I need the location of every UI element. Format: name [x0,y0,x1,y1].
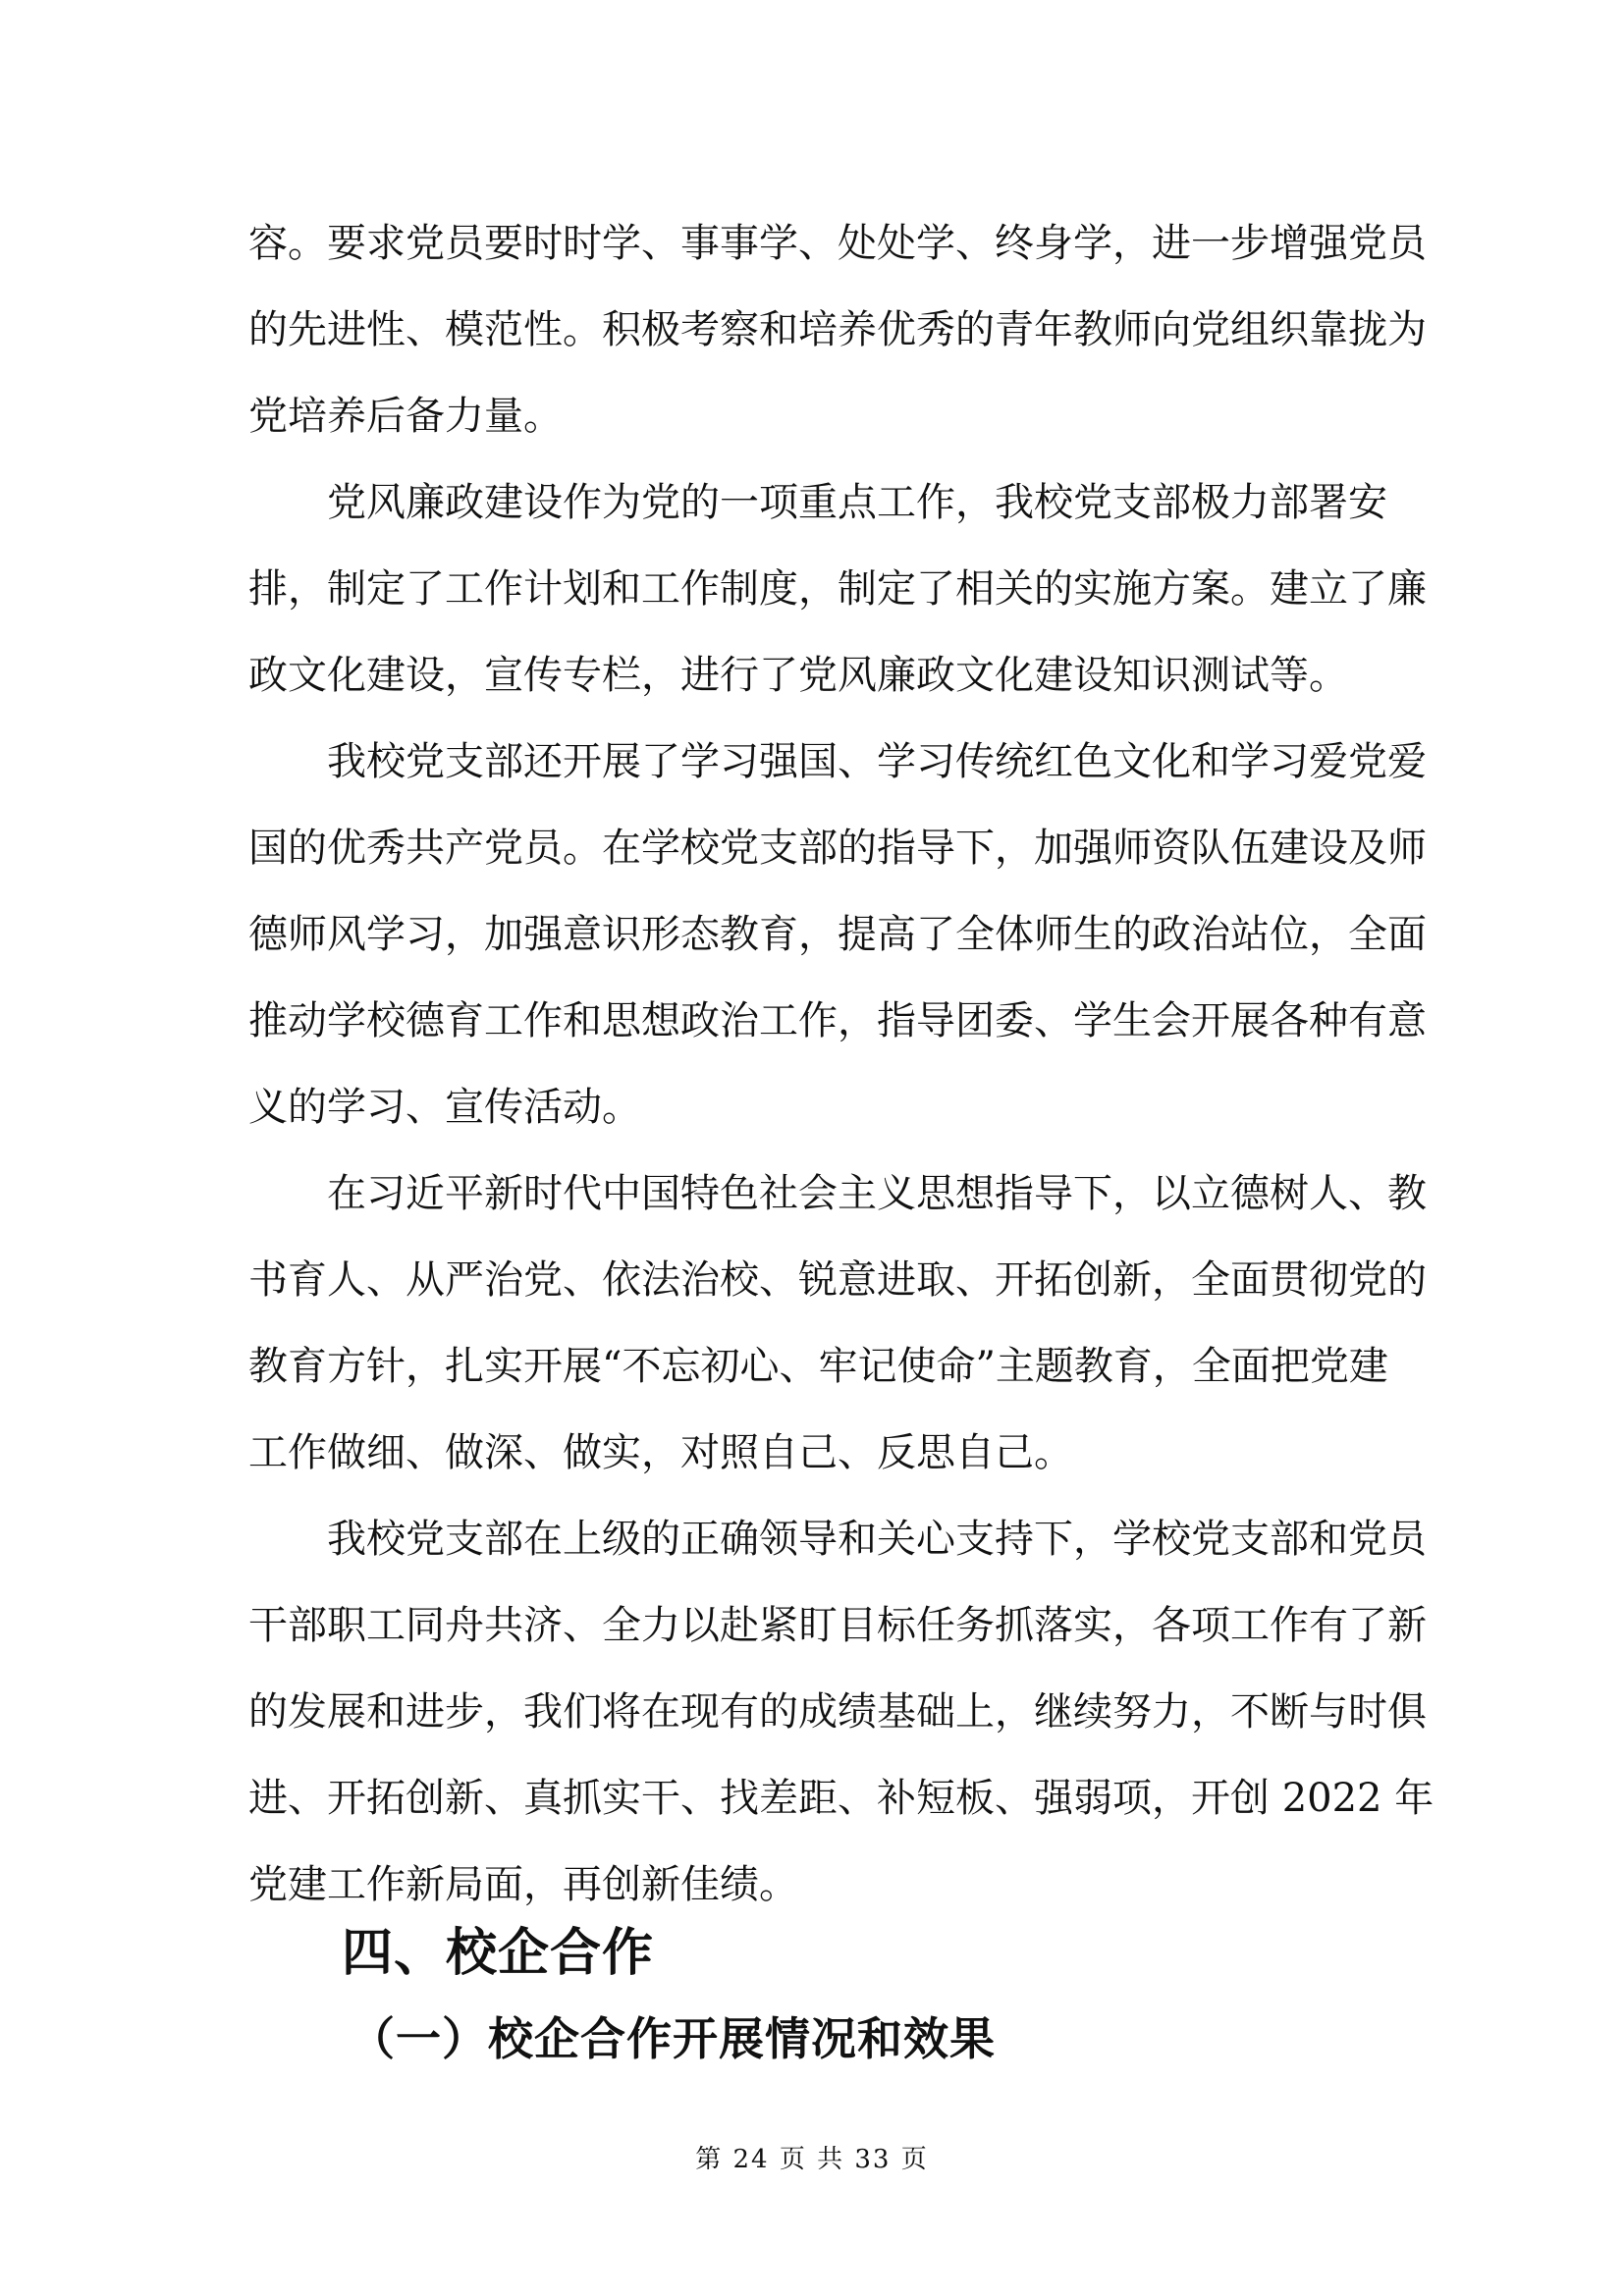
paragraph-5-line-2: 干部职工同舟共济、全力以赴紧盯目标任务抓落实，各项工作有了新 [248,1603,1427,1648]
paragraph-1-line-3: 党培养后备力量。 [248,394,563,439]
paragraph-2-line-1: 党风廉政建设作为党的一项重点工作，我校党支部极力部署安 [327,480,1387,525]
paragraph-4-line-3: 教育方针，扎实开展“不忘初心、牢记使命”主题教育，全面把党建 [248,1344,1388,1389]
section-heading: 四、校企合作 [342,1924,655,1983]
paragraph-3-line-5: 义的学习、宣传活动。 [248,1085,641,1130]
paragraph-5-line-5: 党建工作新局面，再创新佳绩。 [248,1862,798,1907]
paragraph-3-line-4: 推动学校德育工作和思想政治工作，指导团委、学生会开展各种有意 [248,998,1427,1043]
paragraph-5-line-4: 进、开拓创新、真抓实干、找差距、补短板、强弱项，开创 2022 年 [248,1776,1435,1821]
paragraph-3-line-2: 国的优秀共产党员。在学校党支部的指导下，加强师资队伍建设及师 [248,826,1427,871]
paragraph-5-line-3: 的发展和进步，我们将在现有的成绩基础上，继续努力，不断与时俱 [248,1689,1427,1735]
paragraph-2-line-2: 排，制定了工作计划和工作制度，制定了相关的实施方案。建立了廉 [248,566,1427,612]
paragraph-2-line-3: 政文化建设，宣传专栏，进行了党风廉政文化建设知识测试等。 [248,653,1348,698]
paragraph-4-line-1: 在习近平新时代中国特色社会主义思想指导下，以立德树人、教 [327,1171,1427,1216]
section-subheading: （一）校企合作开展情况和效果 [350,2012,996,2065]
paragraph-4-line-2: 书育人、从严治党、依法治校、锐意进取、开拓创新，全面贯彻党的 [248,1257,1427,1303]
paragraph-1-line-1: 容。要求党员要时时学、事事学、处处学、终身学，进一步增强党员 [248,221,1427,266]
paragraph-5-line-1: 我校党支部在上级的正确领导和关心支持下，学校党支部和党员 [327,1517,1427,1562]
page-number-footer: 第 24 页 共 33 页 [695,2145,929,2174]
paragraph-1-line-2: 的先进性、模范性。积极考察和培养优秀的青年教师向党组织靠拢为 [248,307,1427,352]
paragraph-3-line-3: 德师风学习，加强意识形态教育，提高了全体师生的政治站位，全面 [248,912,1427,957]
paragraph-3-line-1: 我校党支部还开展了学习强国、学习传统红色文化和学习爱党爱 [327,739,1427,784]
paragraph-4-line-4: 工作做细、做深、做实，对照自己、反思自己。 [248,1430,1073,1475]
